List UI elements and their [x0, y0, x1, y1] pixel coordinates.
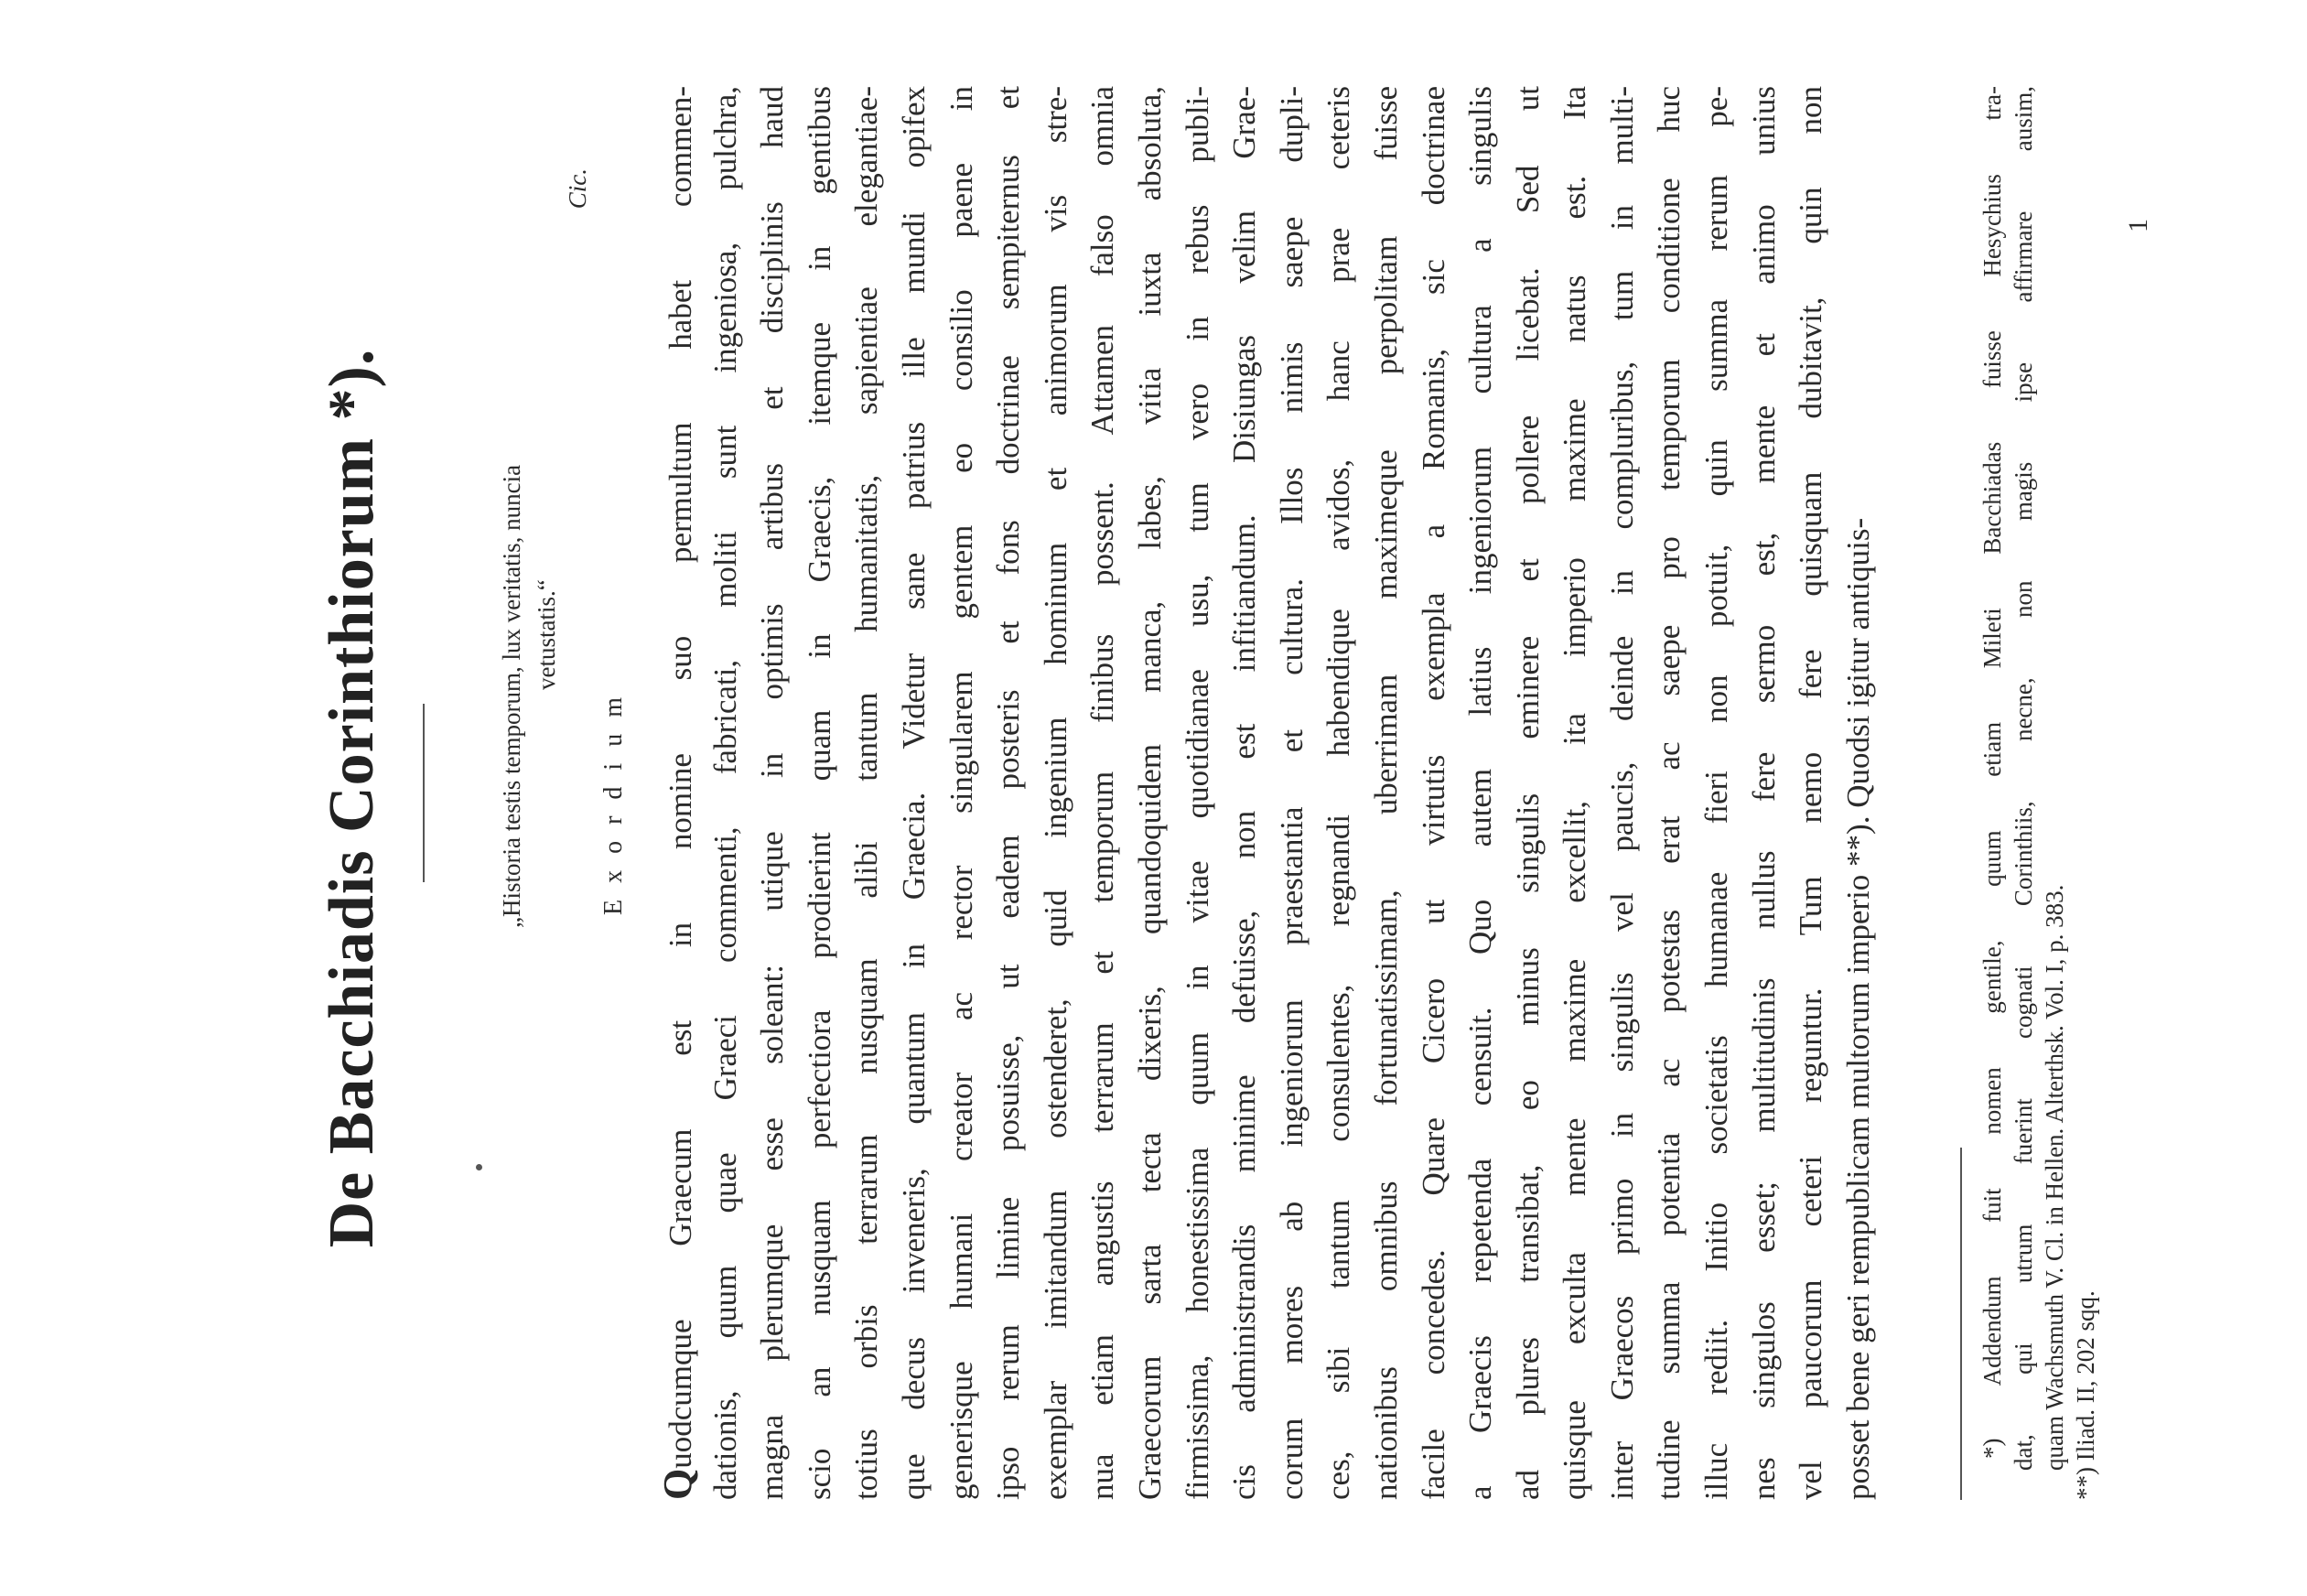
- body-line: nua etiam angustis terrarum et temporum finibus possent. Attamen falso omnia: [1084, 86, 1121, 1500]
- body-line: nes singulos esset; multitudinis nullus fere sermo est, mente et animo unius: [1745, 86, 1782, 1500]
- page-title: De Bacchiadis Corinthiorum *).: [317, 348, 387, 1248]
- body-line: que decus inveneris, quantum in Graecia. Videtur sane patrius ille mundi opifex: [895, 86, 932, 1500]
- footnotes: [1977, 86, 2101, 1500]
- body-line: quisque exculta mente maxime excellit, ita imperio maxime natus est. Ita: [1557, 86, 1593, 1500]
- footnote-line: quam Wachsmuth V. Cl. in Hellen. Alterthsk. Vol. I, p. 383.: [2041, 884, 2068, 1471]
- body-line: ad plures transibat, eo minus singulis eminere et pollere licebat. Sed ut: [1509, 86, 1546, 1500]
- body-line: vel paucorum ceteri reguntur. Tum nemo fere quisquam dubitavit, quin non: [1793, 86, 1829, 1500]
- drop-cap: Q: [655, 1468, 700, 1500]
- body-line: firmissima, honestissima quum in vitae quotidianae usu, tum vero in rebus publi-: [1179, 86, 1215, 1500]
- body-line: cis administrandis minime defuisse, non est infitiandum. Disiungas velim Grae-: [1226, 86, 1263, 1500]
- body-line: ces, sibi tantum consulentes, regnandi habendique avidos, hanc prae ceteris: [1321, 86, 1357, 1500]
- body-line: generisque humani creator ac rector singularem gentem eo consilio paene in: [943, 86, 979, 1500]
- footnote-line: dat, qui utrum fuerint cognati Corinthiis, necne, non magis ipse affirmare ausim,: [2010, 86, 2037, 1471]
- body-line: ipso rerum limine posuisse, ut eadem posteris et fons doctrinae sempiternus et: [990, 86, 1027, 1500]
- epigraph: [494, 168, 595, 928]
- body-line: inter Graecos primo in singulis vel paucis, deinde in compluribus, tum in multi-: [1603, 86, 1640, 1500]
- body-line: dationis, quum quae Graeci commenti, fabricati, moliti sunt ingeniosa, pulchra,: [706, 86, 743, 1500]
- ink-speck: [476, 1164, 482, 1170]
- body-line: nationibus omnibus fortunatissimam, uberrimam maximeque perpolitam fuisse: [1367, 86, 1404, 1500]
- footnote-line: *) Addendum fuit nomen gentile, quum etiam Mileti Bacchiadas fuisse Hesychius tra-: [1978, 86, 2006, 1459]
- epigraph-author: Cic.: [564, 168, 591, 210]
- body-text: [654, 86, 1881, 1500]
- page-number: 1: [2123, 219, 2153, 232]
- body-line: Graecorum sarta tecta dixeris, quandoquidem manca, labes, vitia iuxta absoluta,: [1131, 86, 1168, 1500]
- body-line: corum mores ab ingeniorum praestantia et cultura. Illos nimis saepe dupli-: [1273, 86, 1310, 1500]
- footnote-rule: [1960, 1148, 1962, 1500]
- footnote-line: **) Iliad. II, 202 sqq.: [2072, 1290, 2099, 1500]
- body-line: illuc rediit. Initio societatis humanae fieri non potuit, quin summa rerum pe-: [1698, 86, 1735, 1500]
- section-heading: Exordium: [599, 681, 628, 915]
- body-line: tudine summa potentia ac potestas erat ac saepe pro temporum conditione huc: [1651, 86, 1687, 1500]
- body-line: magna plerumque esse soleant: utique in optimis artibus et disciplinis haud: [754, 86, 791, 1500]
- title-rule: [423, 704, 425, 882]
- body-line: [654, 86, 702, 1500]
- epigraph-line: vetustatis.“: [533, 579, 560, 690]
- body-line: a Graecis repetenda censuit. Quo autem latius ingeniorum cultura a singulis: [1462, 86, 1499, 1500]
- body-line: posset bene geri rempublicam multorum imperio **). Quodsi igitur antiquis-: [1839, 517, 1876, 1500]
- body-line: scio an nusquam perfectiora prodierint quam in Graecis, itemque in gentibus: [801, 86, 837, 1500]
- body-line: exemplar imitandum ostenderet, quid ingenium hominum et animorum vis stre-: [1037, 86, 1073, 1500]
- body-line: facile concedes. Quare Cicero ut virtutis exempla a Romanis, sic doctrinae: [1415, 86, 1451, 1500]
- body-line-text: uodcumque Graecum est in nomine suo permultum habet commen-: [663, 86, 698, 1469]
- body-line: totius orbis terrarum nusquam alibi tantum humanitatis, sapientiae elegantiae-: [848, 86, 885, 1500]
- epigraph-line: „Historia testis temporum, lux veritatis, nuncia: [498, 464, 525, 928]
